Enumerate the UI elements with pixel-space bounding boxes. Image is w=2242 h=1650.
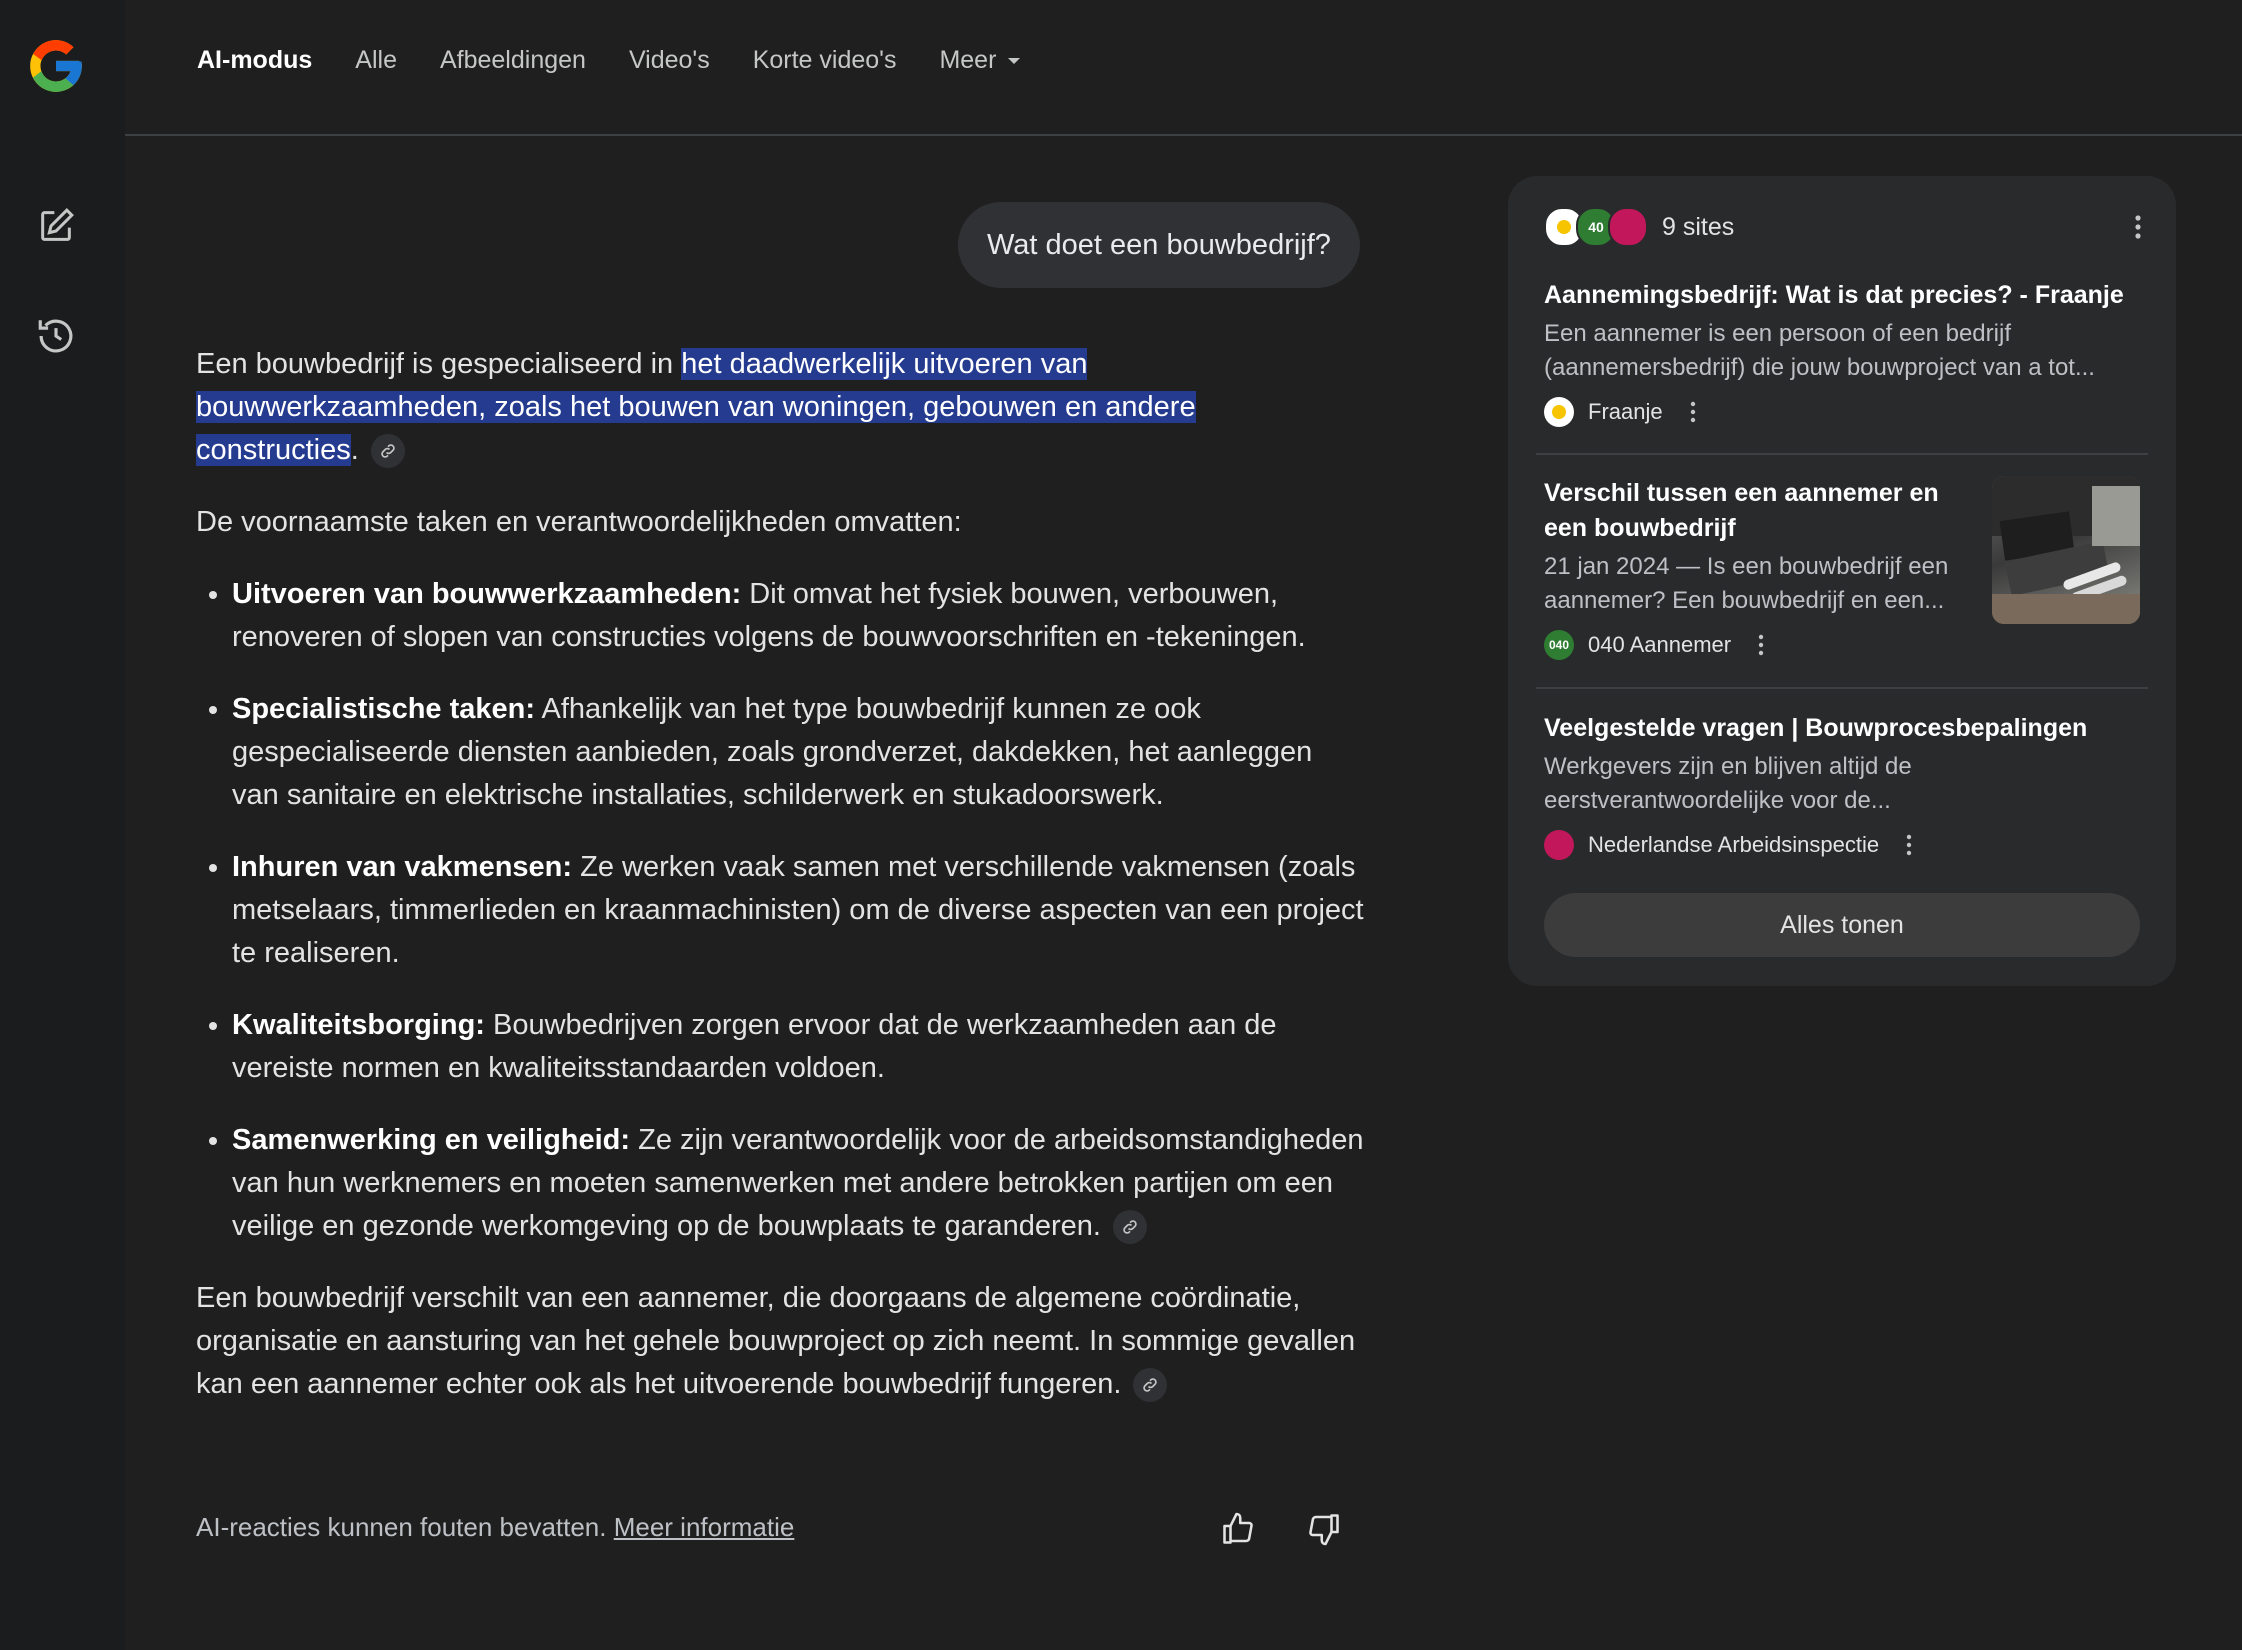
arbeidsinspectie-favicon-icon	[1544, 830, 1574, 860]
source-link-button[interactable]	[1113, 1210, 1147, 1244]
source-snippet: 21 jan 2024 — Is een bouwbedrijf een aannemer? Een bouwbedrijf en een...	[1544, 553, 1949, 614]
new-chat-button[interactable]	[30, 200, 82, 252]
source-card[interactable]	[1544, 278, 2140, 427]
link-icon	[1141, 1376, 1159, 1394]
list-item: • Uitvoeren van bouwwerkzaamheden: Dit omvat het fysiek bouwen, verbouwen, renoveren of slopen van constructies volgens de bouwvoorschriften en -tekeningen.	[232, 573, 1366, 659]
source-thumbnail	[1992, 476, 2140, 624]
google-logo[interactable]	[25, 35, 87, 97]
highlighted-text: constructies	[196, 434, 351, 466]
ai-disclaimer: AI-reacties kunnen fouten bevatten. Meer informatie	[196, 1512, 795, 1542]
more-vert-icon	[1690, 401, 1696, 423]
user-query-bubble	[958, 202, 1360, 288]
source-menu-button[interactable]	[1681, 397, 1705, 427]
tab-all[interactable]: Alle	[355, 46, 397, 74]
sources-panel	[1508, 176, 2176, 986]
list-item: • Inhuren van vakmensen: Ze werken vaak samen met verschillende vakmensen (zoals metselaars, timmerlieden en kraanmachinisten) om de diverse aspecten van een project te realiseren.	[232, 846, 1366, 975]
thumbs-down-icon	[1306, 1511, 1342, 1547]
source-snippet: Een aannemer is een persoon of een bedrijf (aannemersbedrijf) die jouw bouwproject van a tot...	[1544, 320, 2095, 381]
divider	[1536, 687, 2148, 689]
show-all-button[interactable]: Alles tonen	[1544, 893, 2140, 957]
highlighted-text: het daadwerkelijk uitvoeren van	[681, 348, 1088, 380]
more-info-link[interactable]: Meer informatie	[613, 1512, 795, 1542]
edit-icon	[36, 206, 76, 246]
source-link-button[interactable]	[371, 434, 405, 468]
source-link-button[interactable]	[1133, 1368, 1167, 1402]
thumbs-up-button[interactable]	[1215, 1506, 1261, 1552]
fraanje-favicon-icon	[1544, 397, 1574, 427]
chevron-down-icon	[1008, 58, 1020, 64]
tab-images[interactable]: Afbeeldingen	[439, 46, 586, 74]
source-meta	[1544, 397, 2140, 427]
tab-ai-mode[interactable]: AI-modus	[197, 46, 313, 74]
source-menu-button[interactable]	[1897, 830, 1921, 860]
answer-intro: Een bouwbedrijf is gespecialiseerd in het daadwerkelijk uitvoeren van bouwwerkzaamheden, zoals het bouwen van woningen, gebouwen en andere constructies.	[196, 343, 1366, 472]
tab-videos[interactable]: Video's	[628, 46, 710, 74]
sources-header	[1544, 202, 2156, 252]
ai-answer	[196, 343, 1366, 1435]
user-query-text: Wat doet een bouwbedrijf?	[987, 228, 1331, 261]
highlighted-text: bouwwerkzaamheden, zoals het bouwen van woningen, gebouwen en andere	[196, 391, 1196, 423]
left-rail	[0, 0, 125, 1650]
tab-short-videos[interactable]: Korte video's	[752, 46, 897, 74]
construction-photo-icon	[1992, 476, 2140, 624]
answer-list	[196, 573, 1366, 1248]
arbeidsinspectie-favicon-icon	[1608, 207, 1648, 247]
source-site-name: Fraanje	[1588, 399, 1663, 424]
history-button[interactable]	[30, 310, 82, 362]
source-menu-button[interactable]	[1749, 630, 1773, 660]
list-item: • Samenwerking en veiligheid: Ze zijn verantwoordelijk voor de arbeidsomstandigheden van hun werknemers en moeten samenwerken met andere betrokken partijen om een veilige en gezonde werkomgeving op de bouwplaats te garanderen.	[232, 1119, 1366, 1248]
source-title: Veelgestelde vragen | Bouwprocesbepalingen	[1544, 714, 2088, 742]
source-meta	[1544, 630, 2140, 660]
top-navigation	[125, 0, 2242, 136]
search-tabs	[197, 46, 1020, 75]
more-vert-icon	[2134, 214, 2142, 240]
source-title: Verschil tussen een aannemer en een bouwbedrijf	[1544, 479, 1939, 542]
answer-lead: De voornaamste taken en verantwoordelijkheden omvatten:	[196, 506, 962, 538]
divider	[1536, 453, 2148, 455]
source-site-name: Nederlandse Arbeidsinspectie	[1588, 832, 1880, 857]
tab-more[interactable]: Meer	[939, 46, 1020, 75]
more-vert-icon	[1906, 834, 1912, 856]
source-meta	[1544, 830, 2140, 860]
more-vert-icon	[1758, 634, 1764, 656]
thumbs-up-icon	[1220, 1511, 1256, 1547]
source-title: Aannemingsbedrijf: Wat is dat precies? - Fraanje	[1544, 281, 2124, 309]
sources-menu-button[interactable]	[2120, 209, 2156, 245]
aannemer-favicon-icon: 40	[1576, 207, 1616, 247]
source-site-name: 040 Aannemer	[1588, 632, 1732, 657]
source-card[interactable]	[1544, 711, 2140, 860]
aannemer-favicon-icon: 040	[1544, 630, 1574, 660]
list-item: • Kwaliteitsborging: Bouwbedrijven zorgen ervoor dat de werkzaamheden aan de vereiste normen en kwaliteitsstandaarden voldoen.	[232, 1004, 1366, 1090]
source-card[interactable]	[1544, 476, 2140, 660]
history-icon	[35, 315, 77, 357]
sites-count: 9 sites	[1662, 212, 1735, 241]
thumbs-down-button[interactable]	[1301, 1506, 1347, 1552]
source-snippet: Werkgevers zijn en blijven altijd de eerstverantwoordelijke voor de...	[1544, 753, 1912, 814]
link-icon	[379, 442, 397, 460]
list-item: • Specialistische taken: Afhankelijk van het type bouwbedrijf kunnen ze ook gespecialiseerde diensten aanbieden, zoals grondverzet, dakdekken, het aanleggen van sanitaire en elektrische installaties, schilderwerk en stukadoorswerk.	[232, 688, 1366, 817]
link-icon	[1121, 1218, 1139, 1236]
answer-closing: Een bouwbedrijf verschilt van een aannemer, die doorgaans de algemene coördinatie, organisatie en aansturing van het gehele bouwproject op zich neemt. In sommige gevallen kan een aannemer echter ook als het uitvoerende bouwbedrijf fungeren.	[196, 1277, 1366, 1406]
